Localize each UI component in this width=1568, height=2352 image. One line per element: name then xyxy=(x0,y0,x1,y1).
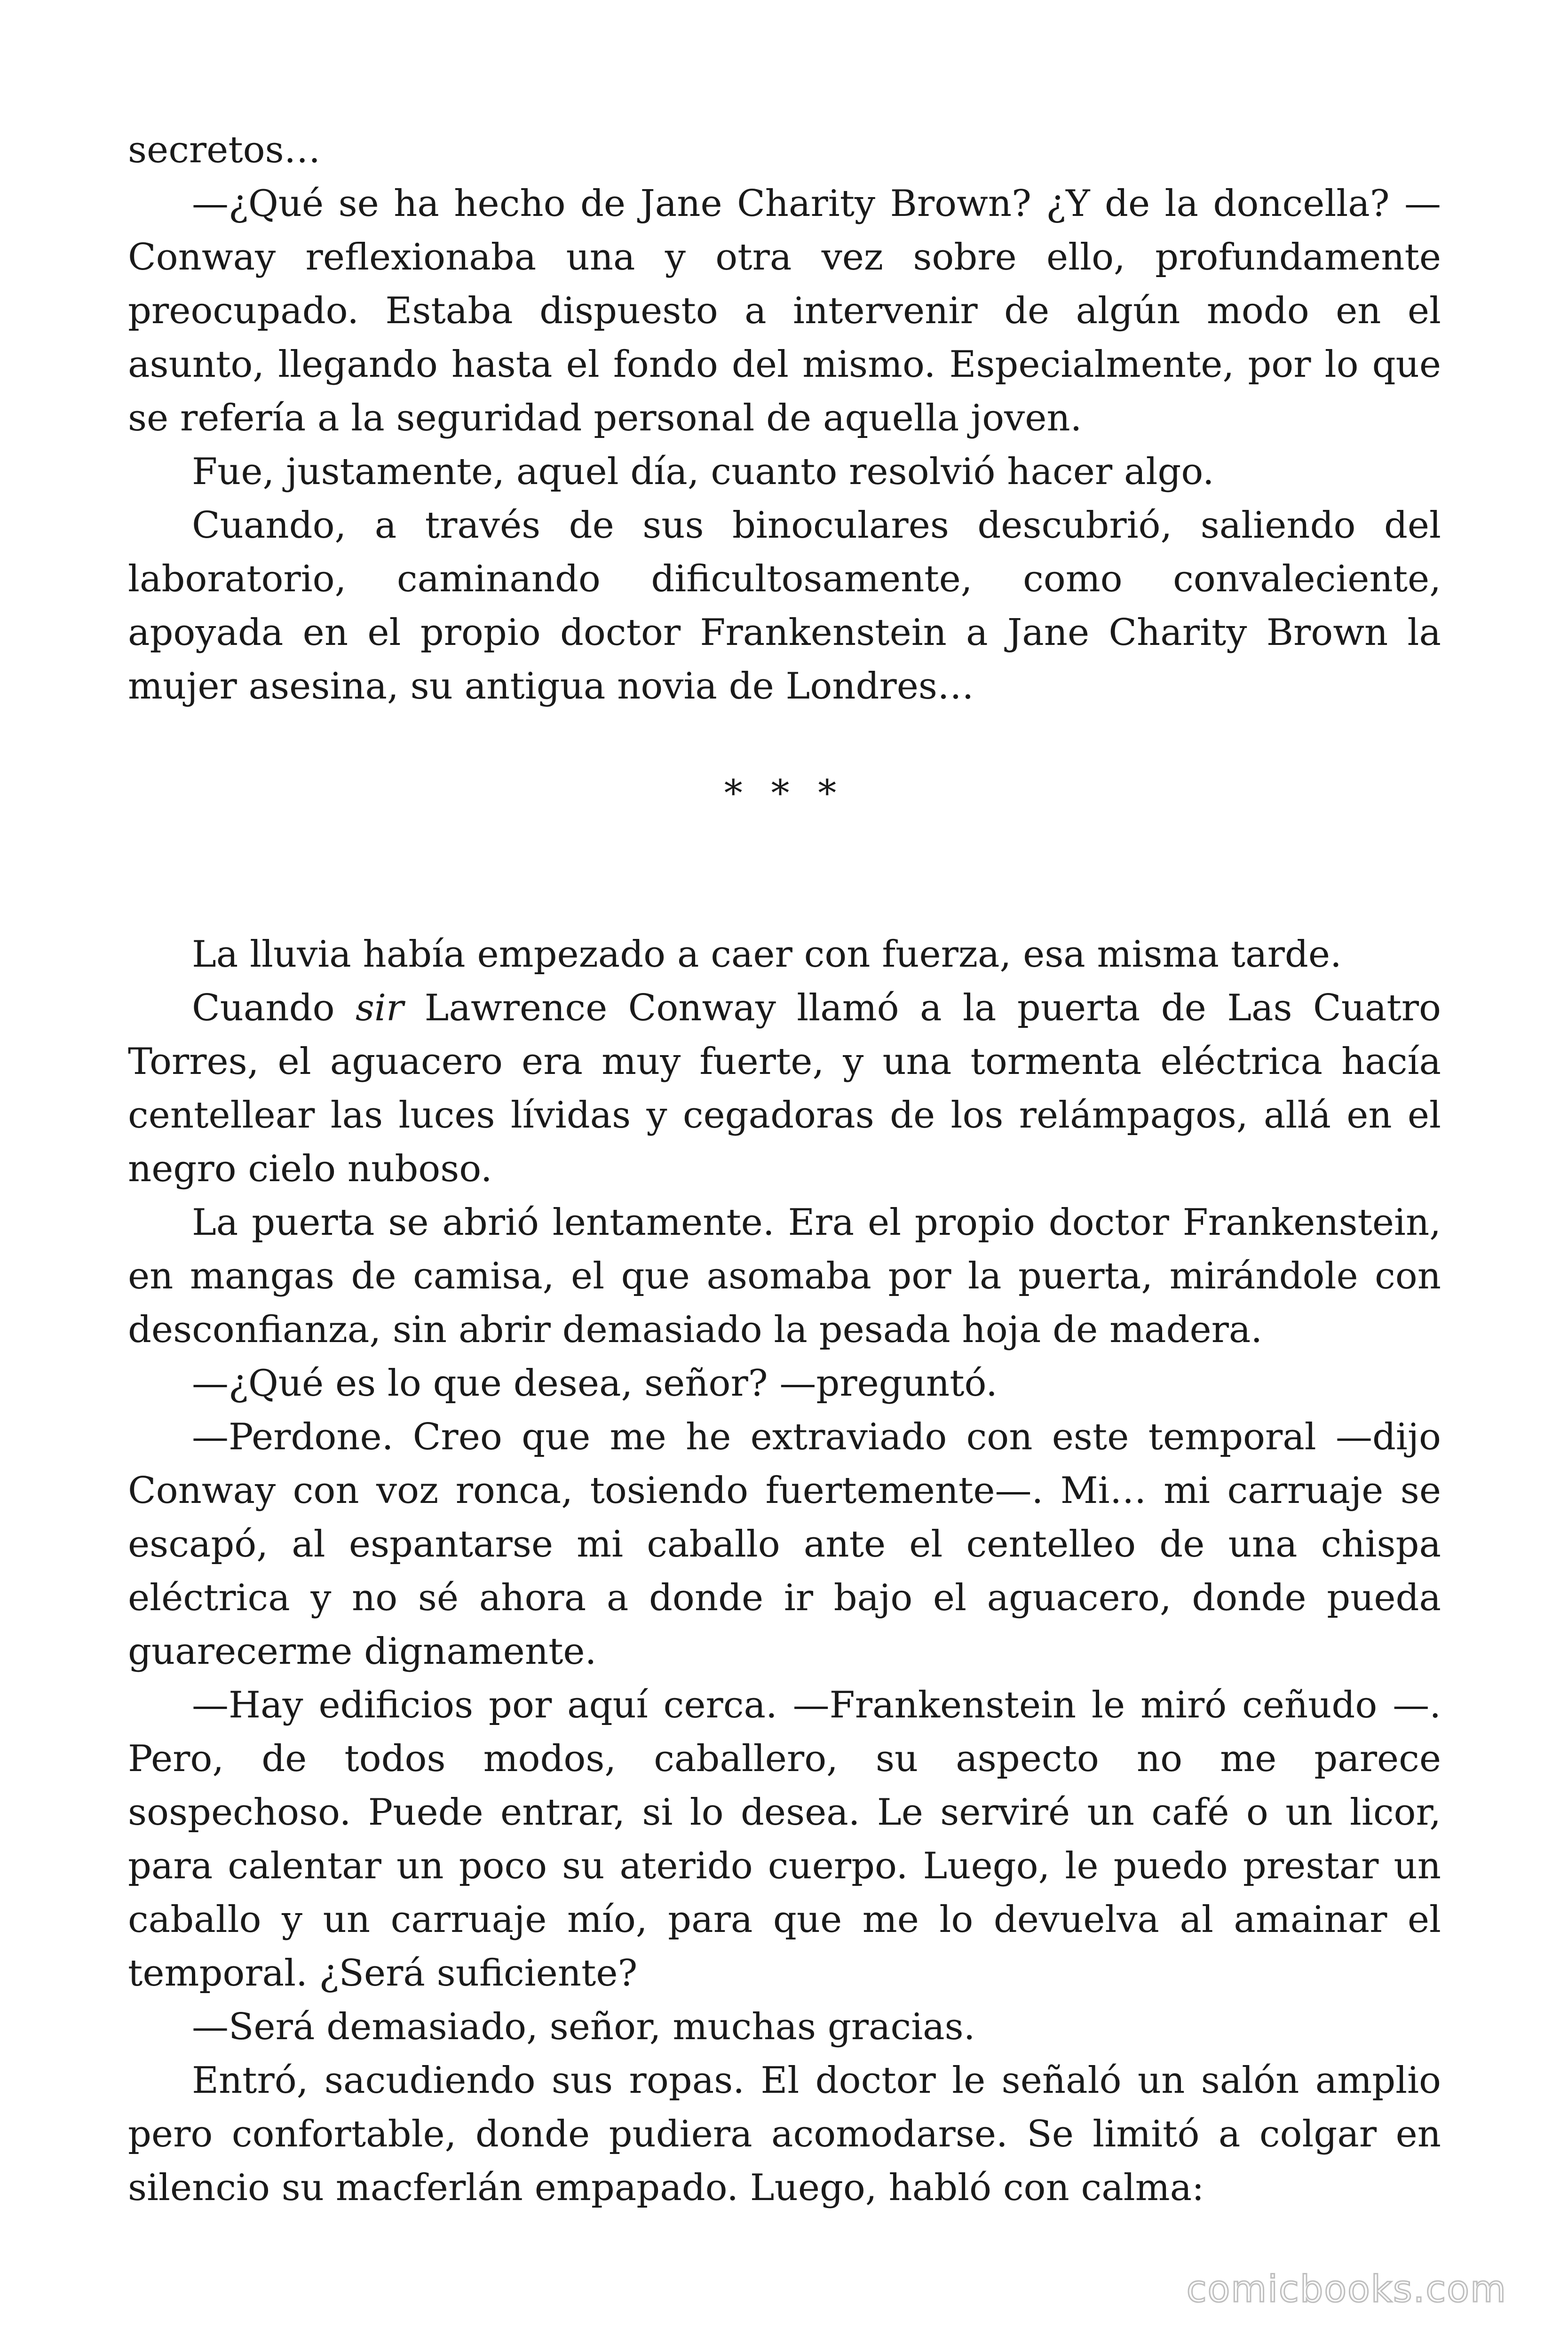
paragraph: La lluvia había empezado a caer con fuerza, esa misma tarde. xyxy=(192,933,1342,976)
paragraph: Fue, justamente, aquel día, cuanto resolvió hacer algo. xyxy=(192,451,1214,493)
paragraph: —Hay edificios por aquí cerca. —Frankenstein le miró ceñudo —. Pero, de todos modos, caballero, su aspecto no me parece sospechoso. Puede entrar, si lo desea. Le serviré un café o un licor, para calentar un poco su aterido cuerpo. Luego, le puedo prestar un caballo y un carruaje mío, para que me lo devuelva al amainar el temporal. ¿Será suficiente? xyxy=(128,1684,1441,1994)
paragraph-text: Lawrence Conway llamó a la puerta de Las Cuatro Torres, el aguacero era muy fuerte, y una tormenta eléctrica hacía centellear las luces lívidas y cegadoras de los relámpagos, allá en el negro cielo nuboso. xyxy=(128,987,1441,1190)
paragraph: —Perdone. Creo que me he extraviado con este temporal —dijo Conway con voz ronca, tosiendo fuertemente—. Mi… mi carruaje se escapó, al espantarse mi caballo ante el centelleo de una chispa eléctrica y no sé ahora a donde ir bajo el aguacero, donde pueda guarecerme dignamente. xyxy=(128,1416,1441,1673)
paragraph: secretos… xyxy=(128,129,321,171)
paragraph: La puerta se abrió lentamente. Era el propio doctor Frankenstein, en mangas de camisa, el que asomaba por la puerta, mirándole con desconfianza, sin abrir demasiado la pesada hoja de madera. xyxy=(128,1201,1441,1351)
body-text xyxy=(128,123,1441,2215)
paragraph: —¿Qué se ha hecho de Jane Charity Brown? ¿Y de la doncella? —Conway reflexionaba una y otra vez sobre ello, profundamente preocupado. Estaba dispuesto a intervenir de algún modo en el asunto, llegando hasta el fondo del mismo. Especialmente, por lo que se refería a la seguridad personal de aquella joven. xyxy=(128,183,1441,439)
paragraph-text: Cuando xyxy=(192,987,356,1029)
section-separator xyxy=(128,767,1441,874)
paragraph xyxy=(128,981,1441,1196)
paragraph: Cuando, a través de sus binoculares descubrió, saliendo del laboratorio, caminando dificultosamente, como convaleciente, apoyada en el propio doctor Frankenstein a Jane Charity Brown la mujer asesina, su antigua novia de Londres… xyxy=(128,504,1441,707)
italic-word: sir xyxy=(355,987,404,1029)
watermark: comicbooks.com xyxy=(1186,2268,1507,2311)
paragraph: —¿Qué es lo que desea, señor? —preguntó. xyxy=(192,1362,998,1405)
paragraph: Entró, sacudiendo sus ropas. El doctor le señaló un salón amplio pero confortable, donde pudiera acomodarse. Se limitó a colgar en silencio su macferlán empapado. Luego, habló con calma: xyxy=(128,2059,1441,2209)
paragraph: —Será demasiado, señor, muchas gracias. xyxy=(192,2006,975,2048)
separator-asterisks: * * * xyxy=(724,772,845,815)
